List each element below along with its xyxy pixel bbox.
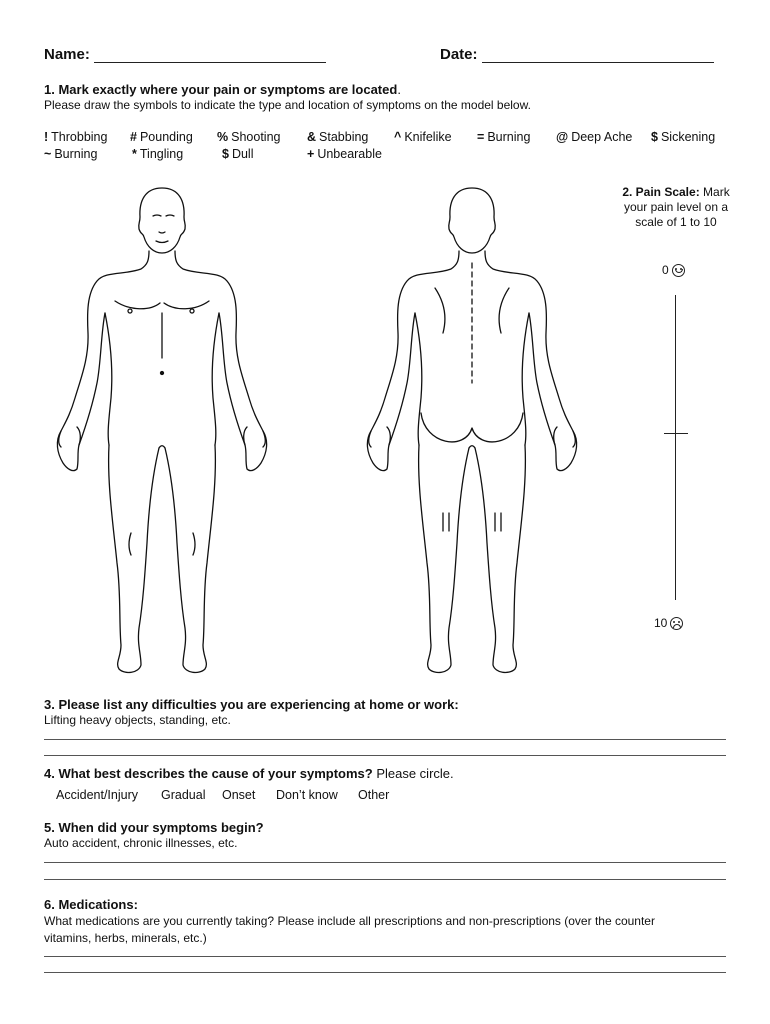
symbol-throbbing: ! Throbbing: [44, 130, 108, 144]
body-back-diagram[interactable]: [365, 183, 580, 678]
pain-scale-title: 2. Pain Scale:: [622, 185, 700, 199]
q3-title: 3. Please list any difficulties you are experiencing at home or work:: [44, 697, 459, 712]
q4-title-suffix: Please circle.: [372, 766, 454, 781]
symbol-shooting: % Shooting: [217, 130, 281, 144]
q5-title: 5. When did your symptoms begin?: [44, 820, 264, 835]
pain-scale-line2: your pain level on a: [623, 200, 729, 214]
symbol-burning: = Burning: [477, 130, 531, 144]
q4-title: [44, 766, 454, 781]
pain-scale-max-label: 10: [654, 616, 668, 630]
pain-scale-text: [606, 185, 746, 230]
q1-title: [44, 82, 401, 97]
symbol-tingling: * Tingling: [132, 147, 184, 161]
q1-title-period: .: [397, 82, 401, 97]
pain-scale-min: [662, 263, 685, 277]
name-label: Name:: [44, 46, 90, 63]
q6-answer-line-1[interactable]: [44, 956, 726, 957]
symbol-deep-ache: @ Deep Ache: [556, 130, 633, 144]
pain-scale-max: [654, 616, 683, 630]
symbol-stabbing: & Stabbing: [307, 130, 369, 144]
q4-option-accident[interactable]: Accident/Injury: [56, 788, 138, 802]
symbol-knifelike: ^ Knifelike: [394, 130, 452, 144]
q3-answer-line-2[interactable]: [44, 755, 726, 756]
date-field-row: [440, 46, 714, 63]
name-input-line[interactable]: [94, 48, 326, 63]
pain-scale-min-label: 0: [662, 263, 669, 277]
q5-answer-line-1[interactable]: [44, 862, 726, 863]
q4-option-gradual[interactable]: Gradual: [161, 788, 206, 802]
q6-answer-line-2[interactable]: [44, 972, 726, 973]
q3-hint: Lifting heavy objects, standing, etc.: [44, 713, 231, 727]
pain-scale-midpoint-tick: [664, 433, 688, 434]
q4-option-onset[interactable]: Onset: [222, 788, 256, 802]
symbol-dull: $ Dull: [222, 147, 254, 161]
q6-hint-line1: What medications are you currently taking? Please include all prescriptions and non-prescriptions (over the counter: [44, 914, 655, 928]
q6-title: 6. Medications:: [44, 897, 138, 912]
body-front-diagram[interactable]: [55, 183, 270, 678]
q1-instruction: Please draw the symbols to indicate the type and location of symptoms on the model below.: [44, 98, 531, 112]
pain-scale-line3: scale of 1 to 10: [635, 215, 717, 229]
pain-scale-line[interactable]: [675, 295, 676, 600]
symbol-unbearable: + Unbearable: [307, 147, 382, 161]
symbol-sickening: $ Sickening: [651, 130, 716, 144]
q5-answer-line-2[interactable]: [44, 879, 726, 880]
pain-scale-line1: Mark: [699, 185, 730, 199]
q4-option-other[interactable]: Other: [358, 788, 390, 802]
q4-title-text: 4. What best describes the cause of your symptoms?: [44, 766, 373, 781]
q5-hint: Auto accident, chronic illnesses, etc.: [44, 836, 238, 850]
date-label: Date:: [440, 46, 478, 63]
symbol-pounding: # Pounding: [130, 130, 193, 144]
q4-option-dont-know[interactable]: Don’t know: [276, 788, 338, 802]
date-input-line[interactable]: [482, 48, 714, 63]
symbol-burning-wave: ~ Burning: [44, 147, 98, 161]
q1-title-text: 1. Mark exactly where your pain or symptoms are located: [44, 82, 398, 97]
sad-face-icon: [670, 617, 683, 630]
q3-answer-line-1[interactable]: [44, 739, 726, 740]
name-field-row: [44, 46, 326, 63]
q6-hint-line2: vitamins, herbs, minerals, etc.): [44, 931, 207, 945]
smiley-face-icon: [672, 264, 685, 277]
